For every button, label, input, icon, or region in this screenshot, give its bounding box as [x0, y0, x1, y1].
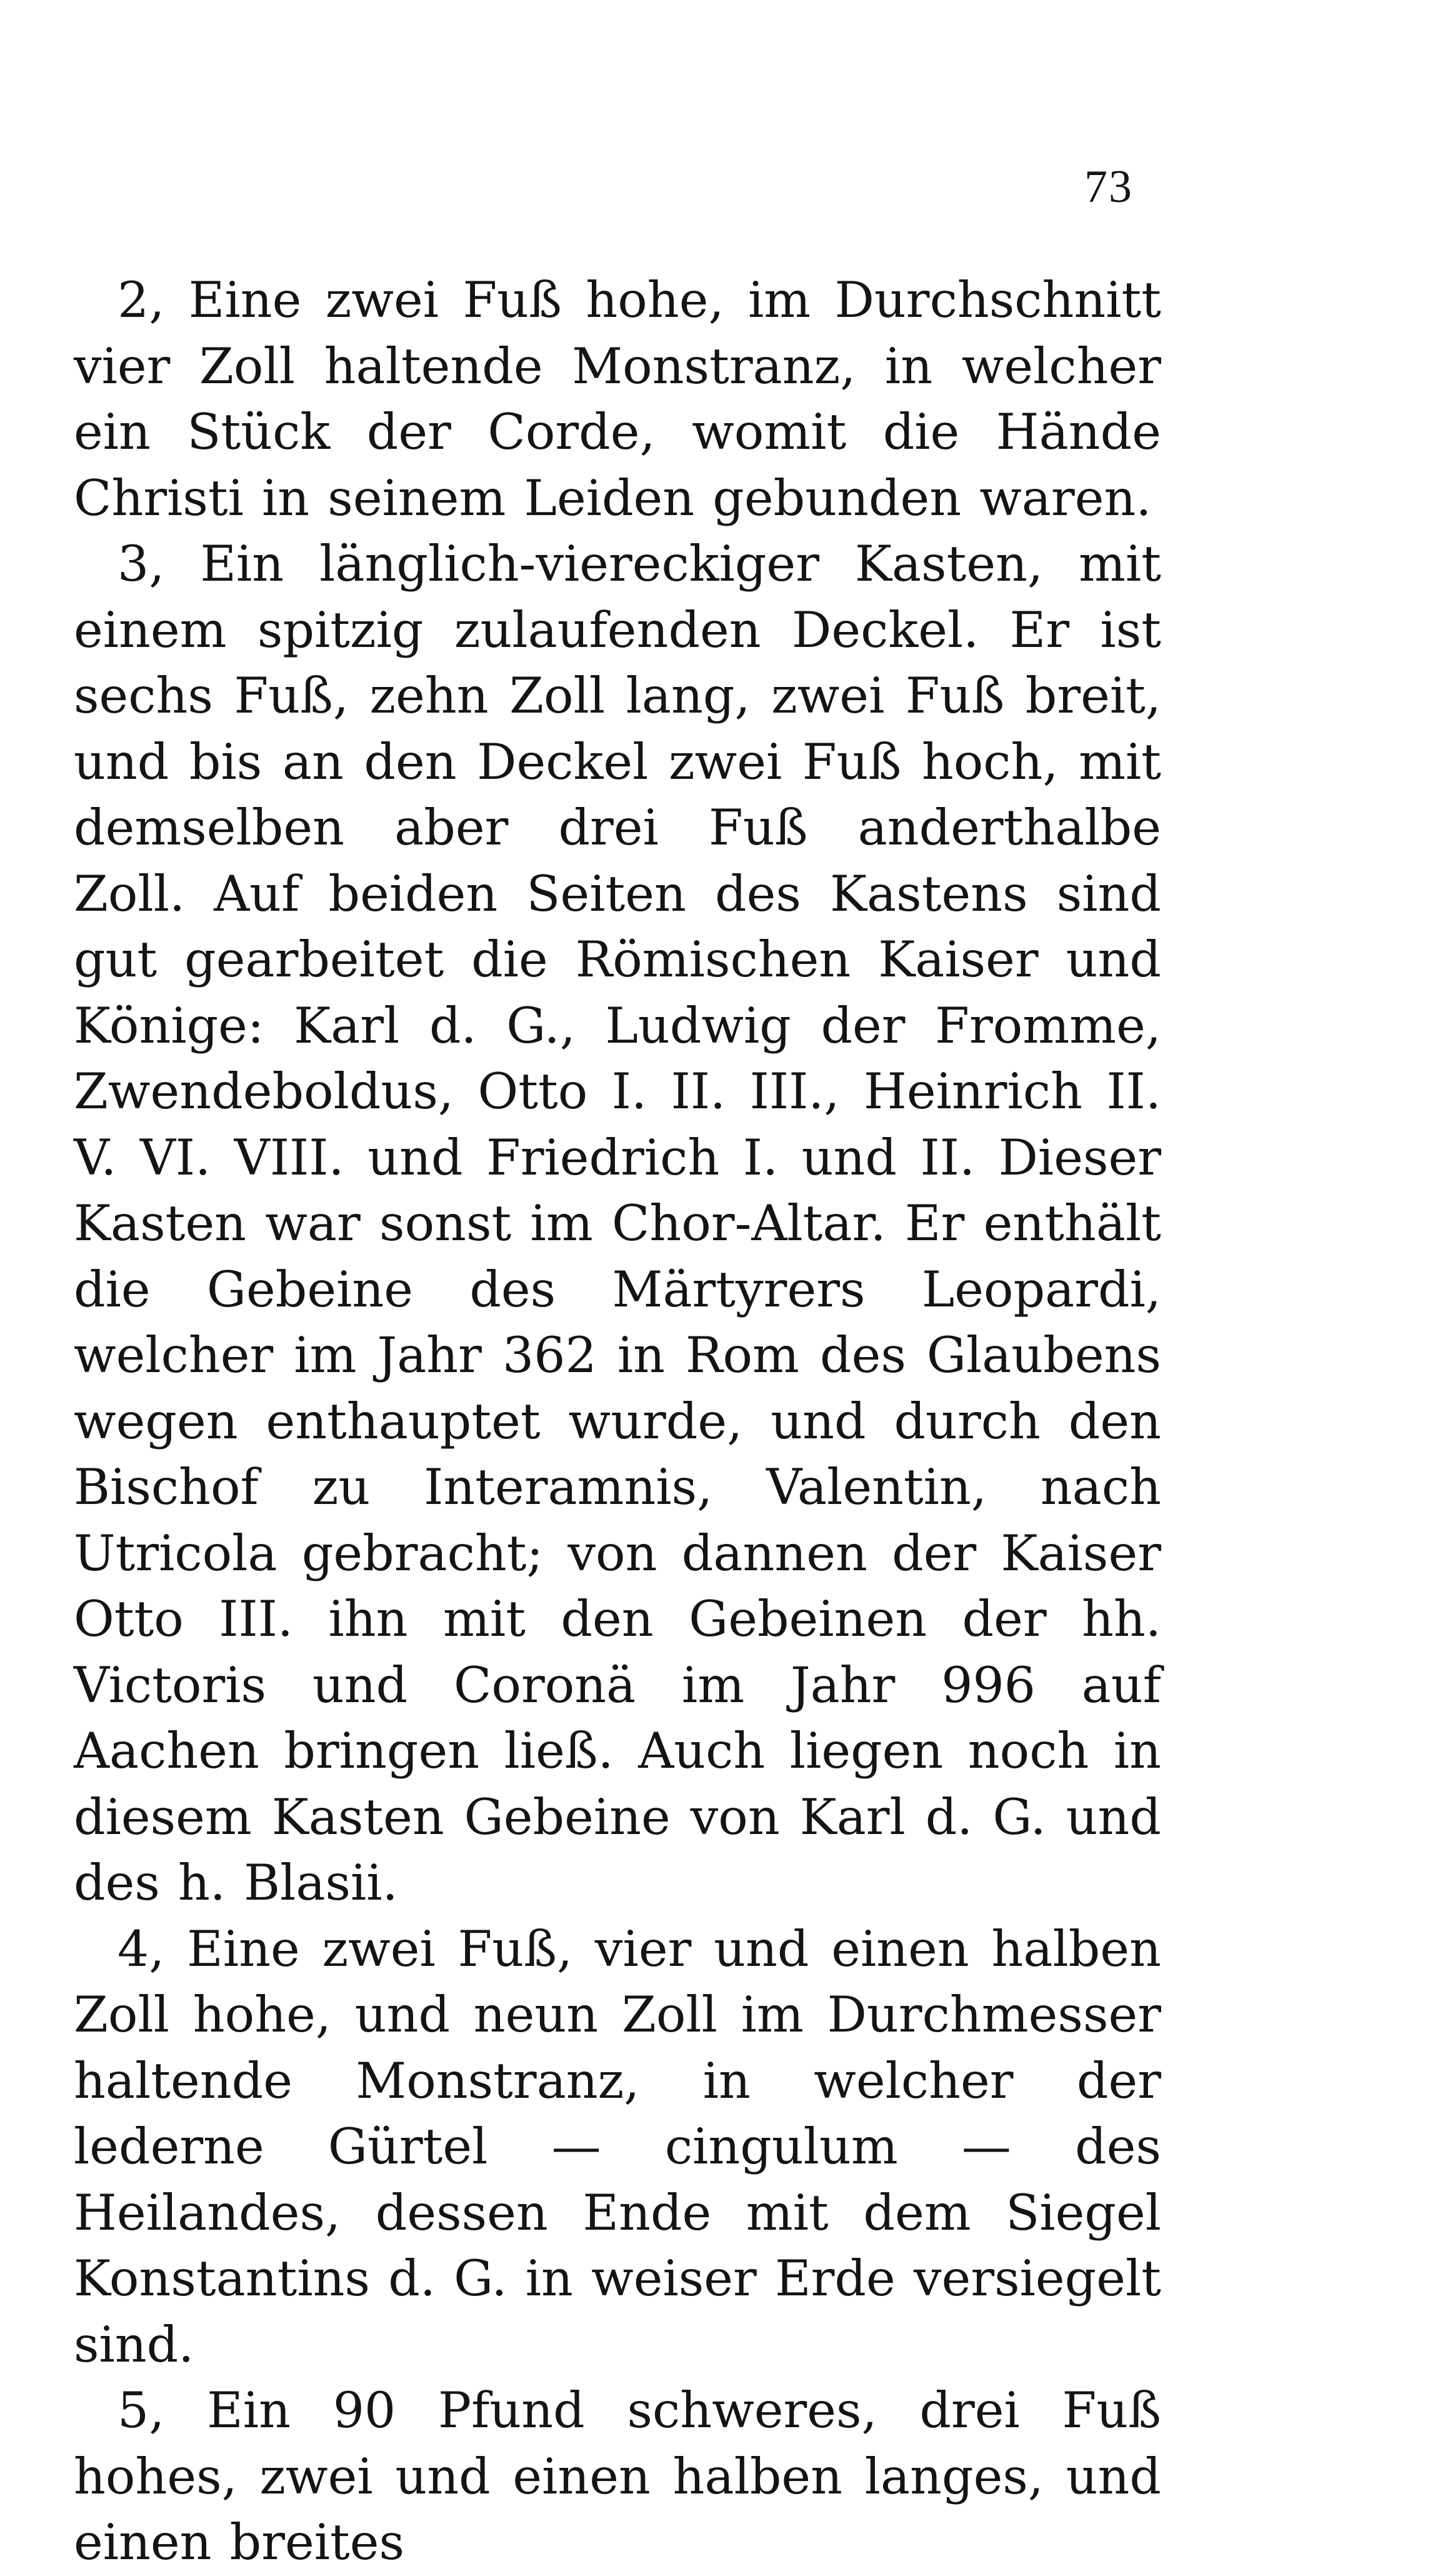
- paragraph-item-2: 2, Eine zwei Fuß hohe, im Durchschnitt vier Zoll haltende Monstranz, in welcher ein Stück der Corde, womit die Hände Christi in seinem Leiden gebunden waren.: [74, 271, 1161, 527]
- paragraph-item-5: 5, Ein 90 Pfund schweres, drei Fuß hohes, zwei und einen halben langes, und einen breites: [74, 2382, 1161, 2571]
- paragraph-item-3: 3, Ein länglich-viereckiger Kasten, mit einem spitzig zulaufenden Deckel. Er ist sechs Fuß, zehn Zoll lang, zwei Fuß breit, und bis an den Deckel zwei Fuß hoch, mit demselben aber drei Fuß anderthalbe Zoll. Auf beiden Seiten des Kastens sind gut gearbeitet die Römischen Kaiser und Könige: Karl d. G., Ludwig der Fromme, Zwendeboldus, Otto I. II. III., Heinrich II. V. VI. VIII. und Friedrich I. und II. Dieser Kasten war sonst im Chor-Altar. Er enthält die Gebeine des Märtyrers Leopardi, welcher im Jahr 362 in Rom des Glaubens wegen enthauptet wurde, und durch den Bischof zu Interamnis, Valentin, nach Utricola gebracht; von dannen der Kaiser Otto III. ihn mit den Gebeinen der hh. Victoris und Coronä im Jahr 996 auf Aachen bringen ließ. Auch liegen noch in diesem Kasten Gebeine von Karl d. G. und des h. Blasii.: [74, 535, 1161, 1912]
- body-text: [74, 268, 1161, 2576]
- page-number: 73: [1084, 161, 1133, 213]
- paragraph-item-4: 4, Eine zwei Fuß, vier und einen halben Zoll hohe, und neun Zoll im Durchmesser haltende Monstranz, in welcher der lederne Gürtel — cingulum — des Heilandes, dessen Ende mit dem Siegel Konstantins d. G. in weiser Erde versiegelt sind.: [74, 1920, 1161, 2373]
